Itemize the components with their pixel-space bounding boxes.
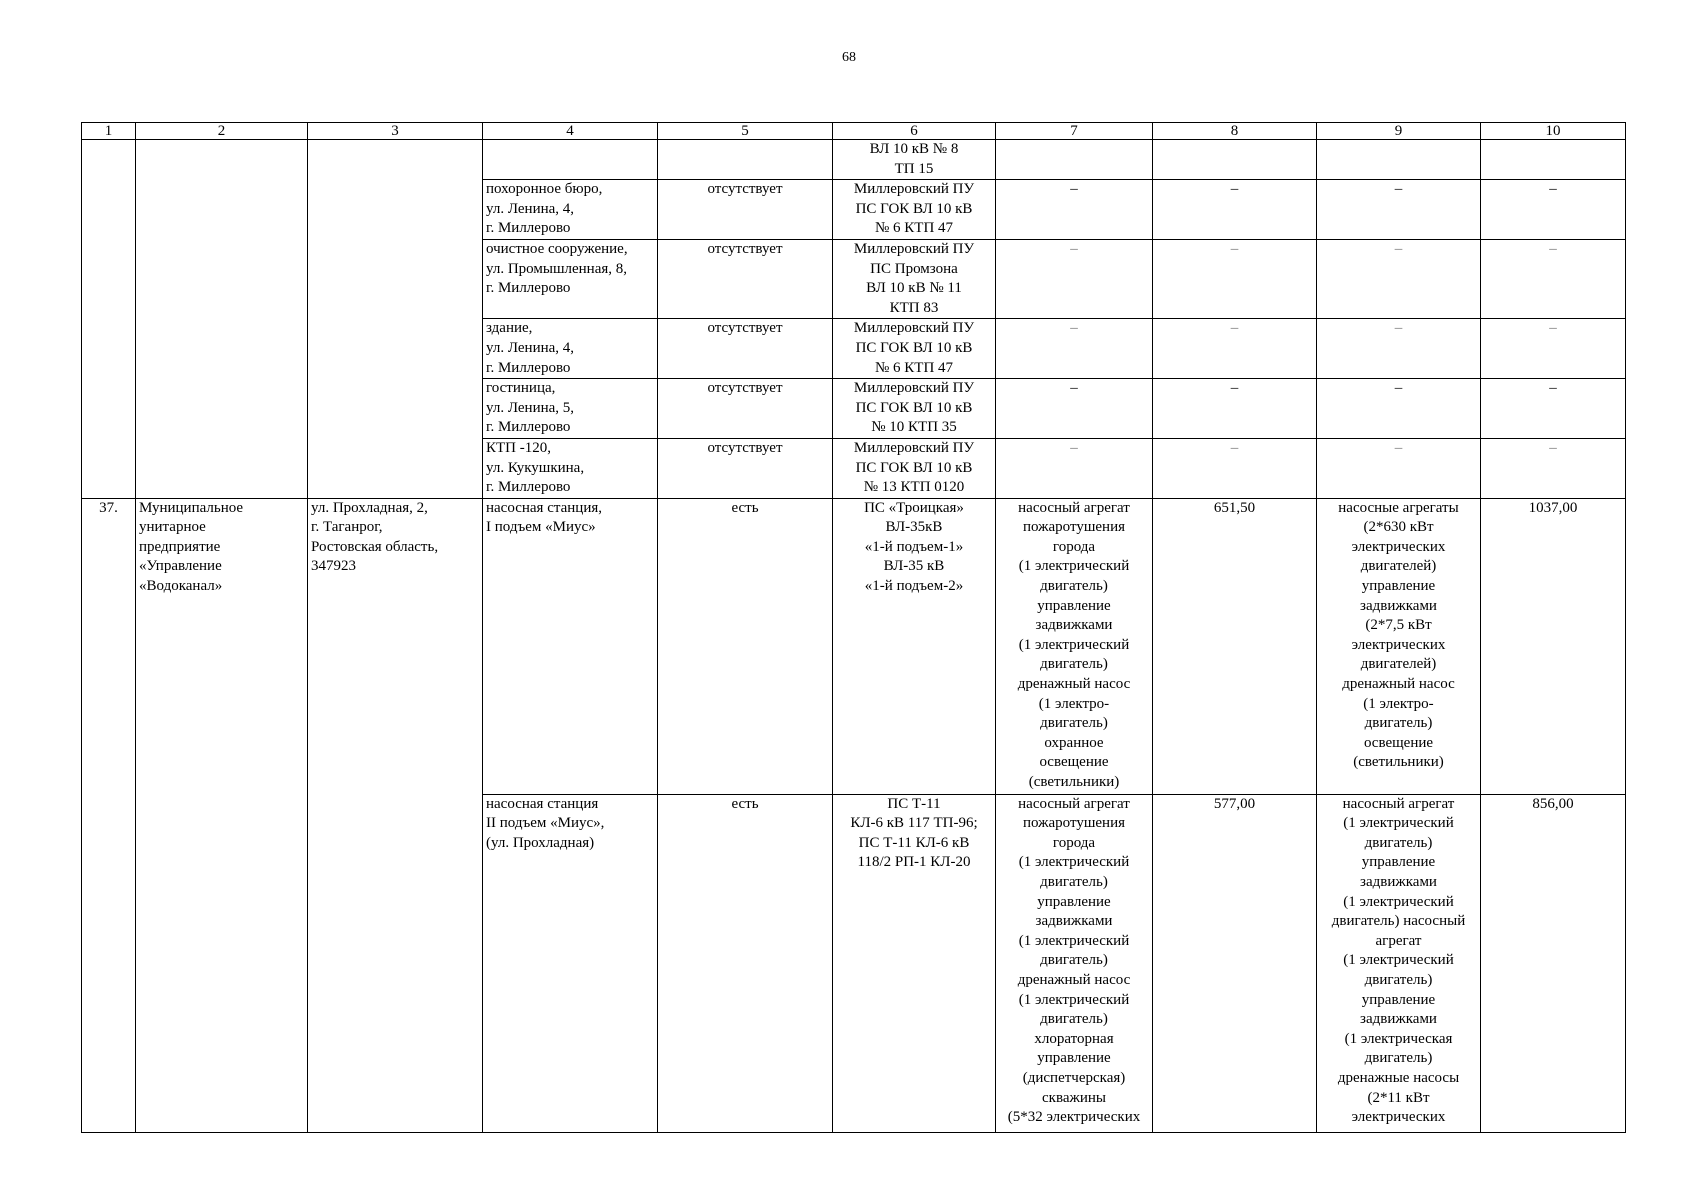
table-row [82,180,1626,240]
header-cell-6: 6 [833,123,996,140]
cell-c7: насосный агрегат пожаротушения города (1 электрический двигатель) управление задвижками (1 электрический двигатель) дренажный насос (1 электрический двигатель) хлораторная управление (диспетчерская) скважины (5*32 электрических [996,794,1153,1132]
cell-c5: есть [658,794,833,1132]
cell-c4: похоронное бюро, ул. Ленина, 4, г. Миллерово [483,180,658,240]
cell-c9: – [1317,180,1481,240]
cell-c4: здание, ул. Ленина, 4, г. Миллерово [483,319,658,379]
table-row [82,319,1626,379]
organization-name: Муниципальное унитарное предприятие «Управление «Водоканал» [136,498,308,1132]
cell-c2 [136,140,308,180]
organization-address: ул. Прохладная, 2, г. Таганрог, Ростовская область, 347923 [308,498,483,1132]
cell-c7: – [996,180,1153,240]
header-cell-3: 3 [308,123,483,140]
cell-c8: 651,50 [1153,498,1317,794]
cell-c8: – [1153,438,1317,498]
cell-c10: 1037,00 [1481,498,1626,794]
header-row [82,123,1626,140]
cell-c8: – [1153,379,1317,439]
cell-c6: Миллеровский ПУ ПС ГОК ВЛ 10 кВ № 13 КТП 0120 [833,438,996,498]
cell-c9: – [1317,239,1481,318]
cell-c2 [136,379,308,439]
header-cell-7: 7 [996,123,1153,140]
cell-c8: – [1153,180,1317,240]
cell-c6: ВЛ 10 кВ № 8 ТП 15 [833,140,996,180]
header-cell-4: 4 [483,123,658,140]
cell-c7: – [996,319,1153,379]
cell-c3 [308,140,483,180]
cell-c1 [82,140,136,180]
cell-c3 [308,379,483,439]
cell-c3 [308,319,483,379]
header-cell-10: 10 [1481,123,1626,140]
cell-c7 [996,140,1153,180]
cell-c7: – [996,438,1153,498]
cell-c4 [483,140,658,180]
cell-c8: – [1153,239,1317,318]
cell-c9: насосный агрегат (1 электрический двигатель) управление задвижками (1 электрический двигатель) насосный агрегат (1 электрический двигатель) управление задвижками (1 электрическая двигатель) дренажные насосы (2*11 кВт электрических [1317,794,1481,1132]
cell-c1 [82,319,136,379]
entry-number: 37. [82,498,136,1132]
cell-c9: – [1317,319,1481,379]
cell-c6: Миллеровский ПУ ПС ГОК ВЛ 10 кВ № 6 КТП 47 [833,319,996,379]
cell-c2 [136,239,308,318]
cell-c5: отсутствует [658,438,833,498]
header-cell-5: 5 [658,123,833,140]
cell-c5: отсутствует [658,239,833,318]
table-row [82,140,1626,180]
cell-c5: отсутствует [658,319,833,379]
cell-c1 [82,379,136,439]
cell-c3 [308,180,483,240]
cell-c1 [82,239,136,318]
cell-c4: насосная станция II подъем «Миус», (ул. Прохладная) [483,794,658,1132]
cell-c6: ПС Т-11 КЛ-6 кВ 117 ТП-96; ПС Т-11 КЛ-6 кВ 118/2 РП-1 КЛ-20 [833,794,996,1132]
cell-c8 [1153,140,1317,180]
cell-c9: насосные агрегаты (2*630 кВт электрических двигателей) управление задвижками (2*7,5 кВт электрических двигателей) дренажный насос (1 электро- двигатель) освещение (светильники) [1317,498,1481,794]
cell-c6: Миллеровский ПУ ПС ГОК ВЛ 10 кВ № 6 КТП 47 [833,180,996,240]
cell-c6: ПС «Троицкая» ВЛ-35кВ «1-й подъем-1» ВЛ-35 кВ «1-й подъем-2» [833,498,996,794]
header-cell-1: 1 [82,123,136,140]
header-cell-8: 8 [1153,123,1317,140]
cell-c10: – [1481,239,1626,318]
table-row [82,379,1626,439]
cell-c7: – [996,379,1153,439]
cell-c6: Миллеровский ПУ ПС Промзона ВЛ 10 кВ № 11 КТП 83 [833,239,996,318]
table-row [82,438,1626,498]
cell-c7: насосный агрегат пожаротушения города (1 электрический двигатель) управление задвижками (1 электрический двигатель) дренажный насос (1 электро- двигатель) охранное освещение (светильники) [996,498,1153,794]
cell-c10: – [1481,319,1626,379]
cell-c4: очистное сооружение, ул. Промышленная, 8, г. Миллерово [483,239,658,318]
cell-c6: Миллеровский ПУ ПС ГОК ВЛ 10 кВ № 10 КТП 35 [833,379,996,439]
cell-c4: насосная станция, I подъем «Миус» [483,498,658,794]
cell-c8: – [1153,319,1317,379]
cell-c5: есть [658,498,833,794]
cell-c2 [136,438,308,498]
cell-c1 [82,438,136,498]
cell-c10: – [1481,438,1626,498]
header-cell-9: 9 [1317,123,1481,140]
cell-c3 [308,239,483,318]
header-cell-2: 2 [136,123,308,140]
cell-c10: 856,00 [1481,794,1626,1132]
cell-c10 [1481,140,1626,180]
cell-c8: 577,00 [1153,794,1317,1132]
cell-c2 [136,180,308,240]
table-row [82,239,1626,318]
cell-c10: – [1481,379,1626,439]
cell-c4: гостиница, ул. Ленина, 5, г. Миллерово [483,379,658,439]
cell-c2 [136,319,308,379]
cell-c7: – [996,239,1153,318]
cell-c1 [82,180,136,240]
cell-c9: – [1317,438,1481,498]
table-row-entry-37 [82,498,1626,794]
cell-c5: отсутствует [658,180,833,240]
cell-c5 [658,140,833,180]
cell-c5: отсутствует [658,379,833,439]
cell-c9: – [1317,379,1481,439]
cell-c9 [1317,140,1481,180]
cell-c3 [308,438,483,498]
cell-c10: – [1481,180,1626,240]
cell-c4: КТП -120, ул. Кукушкина, г. Миллерово [483,438,658,498]
page-number: 68 [842,50,856,65]
data-table [81,122,1626,1133]
